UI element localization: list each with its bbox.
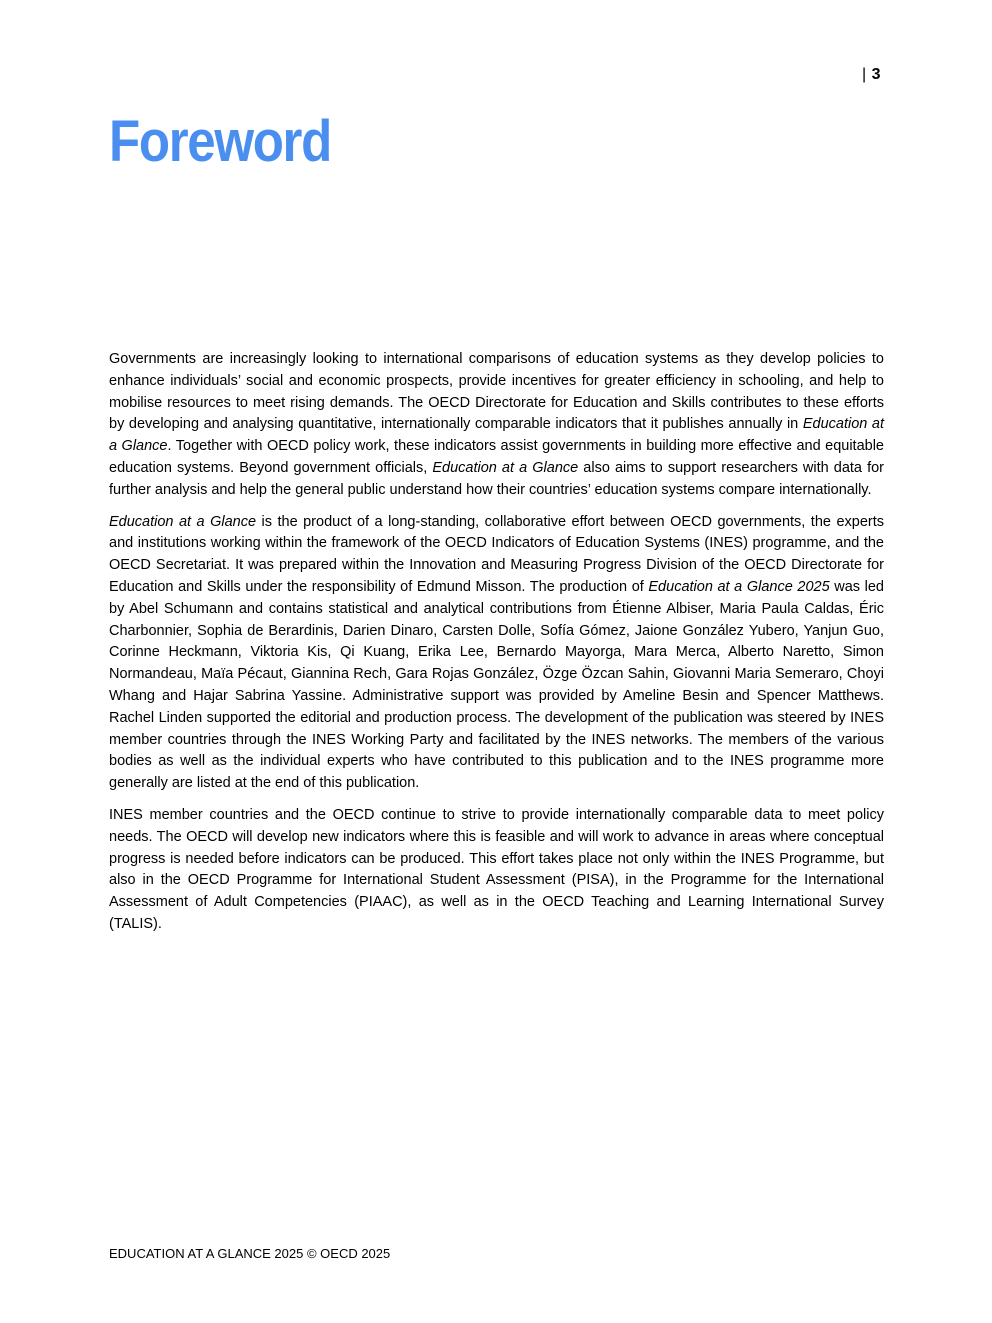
text-run: Governments are increasingly looking to international comparisons of education systems as they develop policies to enhance individuals’ social and economic prospects, provide incentives for greater efficiency in schooling, and help to mobilise resources to meet rising demands. The OECD Directorate for Education and Skills contributes to these efforts by developing and analysing quantitative, internationally comparable indicators that it publishes annually in xyxy=(109,351,884,433)
text-run: is the product of a long-standing, collaborative effort between OECD governments, the experts and institutions working within the framework of the OECD Indicators of Education Systems (INES) programme, and the OECD Secretariat. It was prepared within the Innovation and Measuring Progress Division of the OECD Directorate for Education and Skills under the responsibility of Edmund Misson. The production of xyxy=(109,513,884,595)
text-run: was led by Abel Schumann and contains statistical and analytical contributions from Étienne Albiser, Maria Paula Caldas, Éric Charbonnier, Sophia de Berardinis, Darien Dinaro, Carsten Dolle, Sofía Gómez, Jaione González Yubero, Yanjun Guo, Corinne Heckmann, Viktoria Kis, Qi Kuang, Erika Lee, Bernardo Mayorga, Mara Merca, Alberto Naretto, Simon Normandeau, Maïa Pécaut, Giannina Rech, Gara Rojas González, Özge Özcan Sahin, Giovanni Maria Semeraro, Choyi Whang and Hajar Sabrina Yassine. Administrative support was provided by Ameline Besin and Spencer Matthews. Rachel Linden supported the editorial and production process. The development of the publication was steered by INES member countries through the INES Working Party and facilitated by the INES networks. The members of the various bodies as well as the individual experts who have contributed to this publication and to the INES programme more generally are listed at the end of this publication. xyxy=(109,578,884,792)
page-number xyxy=(862,66,881,84)
page-number-value: 3 xyxy=(871,66,882,83)
text-run: also aims to support researchers with data for further analysis and help the general public understand how their countries’ education systems compare internationally. xyxy=(109,459,885,498)
page-number-separator: | xyxy=(862,66,867,83)
text-run: . Together with OECD policy work, these indicators assist governments in building more effective and equitable education systems. Beyond government officials, xyxy=(109,438,884,476)
publication-title: Education at a Glance xyxy=(109,416,884,455)
body-text xyxy=(109,349,884,946)
paragraph-2 xyxy=(109,512,884,795)
page-title: Foreword xyxy=(109,109,331,174)
publication-title: Education at a Glance xyxy=(109,513,257,530)
paragraph-1 xyxy=(109,349,884,502)
footer: EDUCATION AT A GLANCE 2025 © OECD 2025 xyxy=(109,1246,391,1261)
publication-title: Education at a Glance xyxy=(432,459,579,476)
paragraph-3 xyxy=(109,805,884,936)
text-run: INES member countries and the OECD continue to strive to provide internationally comparable data to meet policy needs. The OECD will develop new indicators where this is feasible and will work to advance in areas where conceptual progress is needed before indicators can be produced. This effort takes place not only within the INES Programme, but also in the OECD Programme for International Student Assessment (PISA), in the Programme for the International Assessment of Adult Competencies (PIAAC), as well as in the OECD Teaching and Learning International Survey (TALIS). xyxy=(109,806,884,932)
publication-title: Education at a Glance 2025 xyxy=(648,578,830,595)
